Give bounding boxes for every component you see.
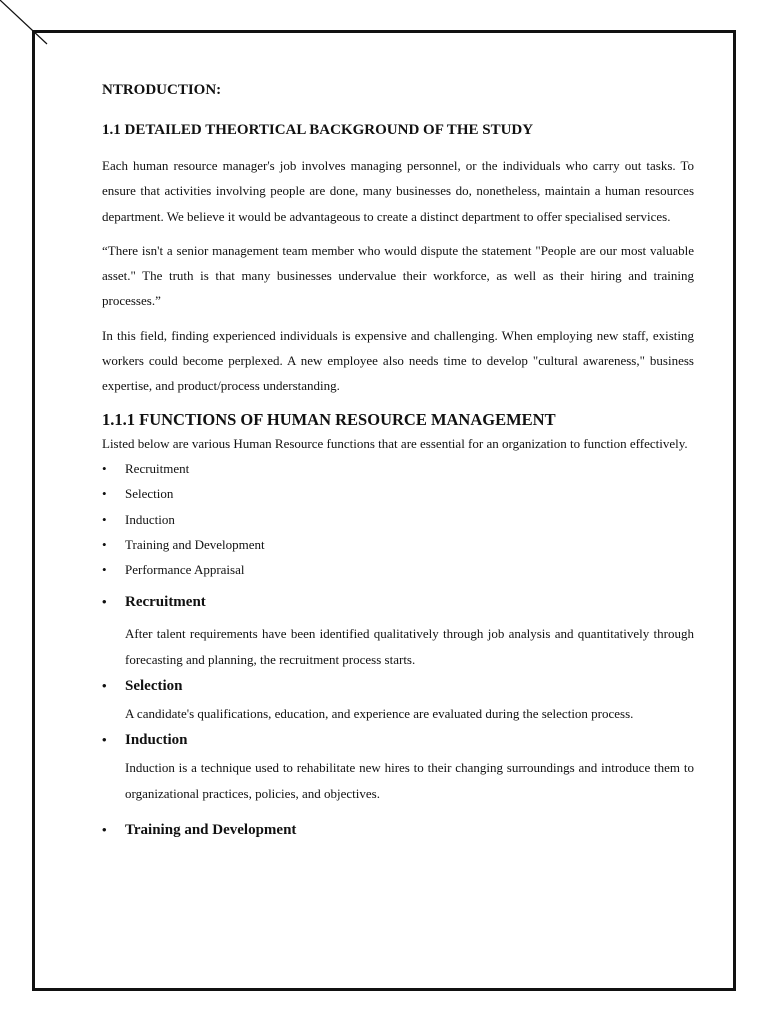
bullet-icon: • [102, 460, 107, 476]
paragraph-3: In this field, finding experienced individuals is expensive and challenging. When employing new staff, existing workers could become perplexed. A new employee also needs time to develop "cultural awareness," business expertise, and product/process understanding. [102, 327, 694, 394]
bullet-icon: • [102, 536, 107, 552]
detail-heading-training: • Training and Development [102, 819, 694, 841]
detail-heading-recruitment: • Recruitment [102, 591, 694, 613]
bullet-icon: • [102, 594, 107, 610]
bullet-icon: • [102, 562, 107, 578]
intro-heading: NTRODUCTION: [102, 82, 222, 98]
list-item: • Performance Appraisal [102, 557, 694, 582]
bullet-icon: • [102, 678, 107, 694]
bullet-icon: • [102, 821, 107, 837]
subsection-heading: 1.1.1 FUNCTIONS OF HUMAN RESOURCE MANAGEMENT [102, 409, 556, 429]
list-item: • Training and Development [102, 532, 694, 557]
detail-heading-induction: • Induction [102, 729, 694, 751]
list-item: • Recruitment [102, 456, 694, 481]
functions-intro: Listed below are various Human Resource functions that are essential for an organization to function effectively. [102, 435, 688, 451]
section-heading: 1.1 DETAILED THEORTICAL BACKGROUND OF THE STUDY [102, 122, 534, 138]
detail-text-selection: A candidate's qualifications, education, and experience are evaluated during the selection process. [125, 706, 634, 722]
bullet-icon: • [102, 486, 107, 502]
detail-text-recruitment: After talent requirements have been identified qualitatively through job analysis and quantitatively through forecasting and planning, the recruitment process starts. [125, 626, 694, 667]
paragraph-1: Each human resource manager's job involves managing personnel, or the individuals who carry out tasks. To ensure that activities involving people are done, many businesses do, nonetheless, maintain a human resources department. We believe it would be advantageous to create a distinct department to offer specialised services. [102, 158, 694, 224]
paragraph-2: “There isn't a senior management team member who would dispute the statement "People are our most valuable asset." The truth is that many businesses undervalue their workforce, as well as their hiring and training processes.” [102, 242, 694, 309]
document-body [102, 80, 694, 841]
detail-heading-selection: • Selection [102, 675, 694, 697]
bullet-icon: • [102, 732, 107, 748]
list-item: • Selection [102, 481, 694, 506]
bullet-icon: • [102, 511, 107, 527]
function-list [102, 456, 694, 582]
list-item: • Induction [102, 507, 694, 532]
detail-text-induction: Induction is a technique used to rehabilitate new hires to their changing surroundings and introduce them to organizational practices, policies, and objectives. [125, 760, 694, 801]
